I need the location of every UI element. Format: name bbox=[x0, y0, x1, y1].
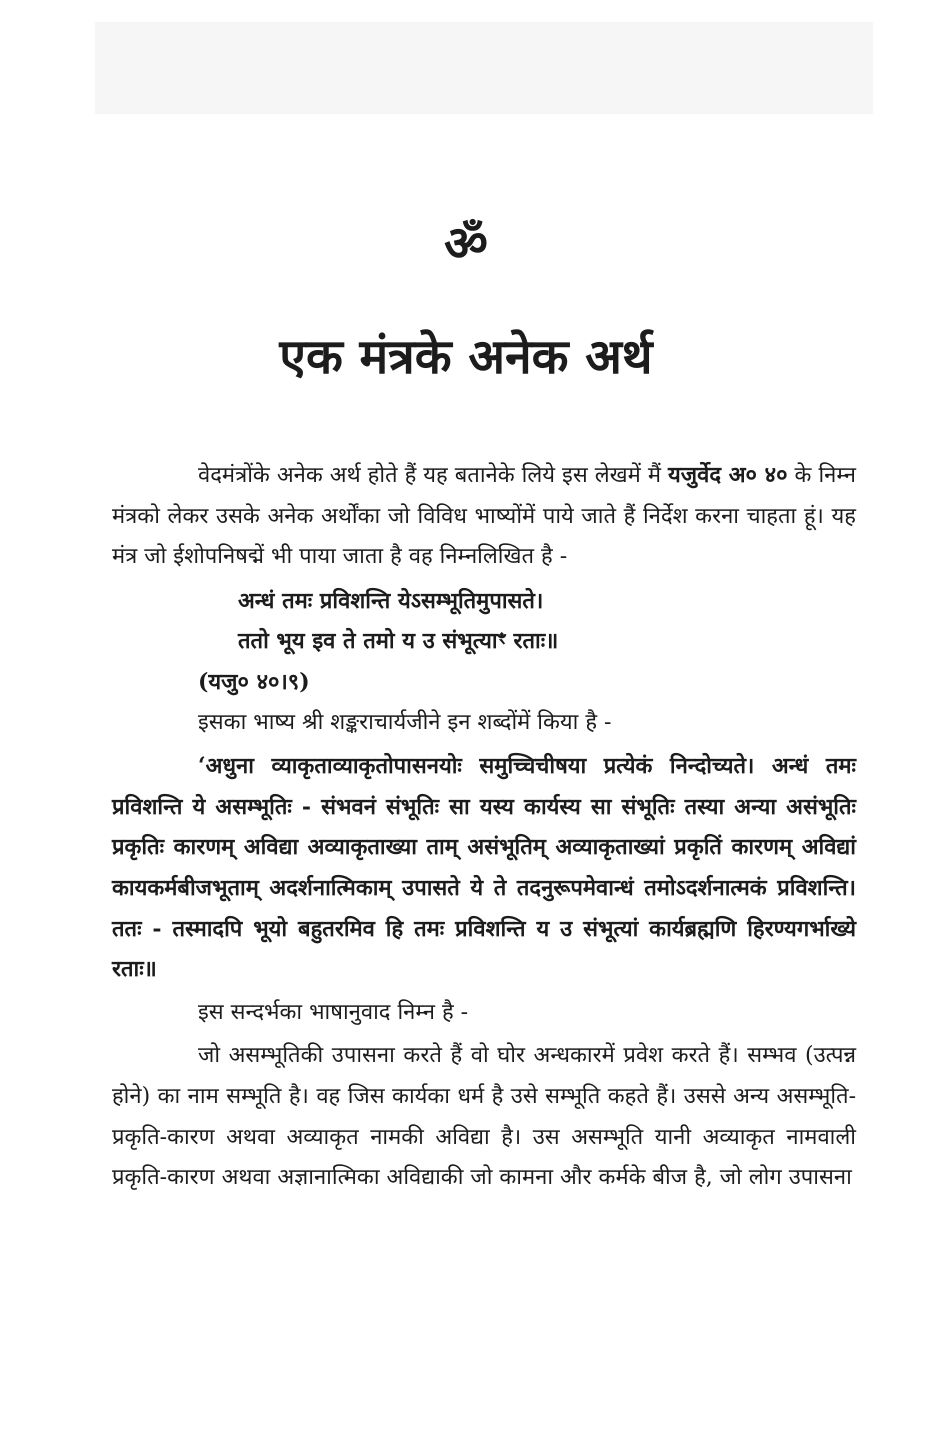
header-band bbox=[95, 22, 873, 114]
mantra-reference: (यजु० ४०।९) bbox=[198, 668, 310, 695]
scripture-reference: यजुर्वेद अ० ४० bbox=[668, 462, 788, 488]
om-symbol: ॐ bbox=[444, 216, 488, 272]
intro-text-end: के निम्न मंत्रको लेकर उसके अनेक अर्थोंका जो विविध भाष्योंमें पाये जाते हैं निर्देश करना चाहता हूं। यह मंत्र जो ईशोपनिषद्में भी पाया जाता है वह निम्नलिखित है - bbox=[112, 463, 856, 570]
mantra-line-1: अन्धं तमः प्रविशन्ति येऽसम्भूतिमुपासते। bbox=[238, 587, 544, 614]
bhashya-intro: इसका भाष्य श्री शङ्कराचार्यजीने इन शब्दोंमें किया है - bbox=[198, 709, 612, 735]
page-title: एक मंत्रके अनेक अर्थ bbox=[279, 329, 653, 385]
main-content bbox=[112, 455, 856, 1199]
intro-paragraph bbox=[112, 455, 856, 578]
translation-intro: इस सन्दर्भका भाषानुवाद निम्न है - bbox=[198, 999, 469, 1025]
bhashya-text: ‘अधुना व्याकृताव्याकृतोपासनयोः समुच्चिचीषया प्रत्येकं निन्दोच्यते। अन्धं तमः प्रविशन्ति ये असम्भूतिः - संभवनं संभूतिः सा यस्य कार्यस्य सा संभूतिः तस्या अन्या असंभूतिः प्रकृतिः कारणम् अविद्या अव्याकृताख्या ताम् असंभूतिम् अव्याकृताख्यां प्रकृतिं कारणम् अविद्यां कायकर्मबीजभूताम् अदर्शनात्मिकाम् उपासते ये ते तदनुरूपमेवान्धं तमोऽदर्शनात्मकं प्रविशन्ति। ततः - तस्मादपि भूयो बहुतरमिव हि तमः प्रविशन्ति य उ संभूत्यां कार्यब्रह्मणि हिरण्यगर्भाख्ये रताः॥ bbox=[112, 753, 856, 983]
translation-text: जो असम्भूतिकी उपासना करते हैं वो घोर अन्धकारमें प्रवेश करते हैं। सम्भव (उत्पन्न होने) का नाम सम्भूति है। वह जिस कार्यका धर्म है उसे सम्भूति कहते हैं। उससे अन्य असम्भूति-प्रकृति-कारण अथवा अव्याकृत नामकी अविद्या है। उस असम्भूति यानी अव्याकृत नामवाली प्रकृति-कारण अथवा अज्ञानात्मिका अविद्याकी जो कामना और कर्मके बीज है, जो लोग उपासना bbox=[112, 1043, 856, 1191]
intro-text-start: वेदमंत्रोंके अनेक अर्थ होते हैं यह बतानेके लिये इस लेखमें मैं bbox=[198, 463, 669, 488]
mantra-line-2: ततो भूय इव ते तमो य उ संभूत्याꣳ रताः॥ bbox=[238, 628, 559, 655]
